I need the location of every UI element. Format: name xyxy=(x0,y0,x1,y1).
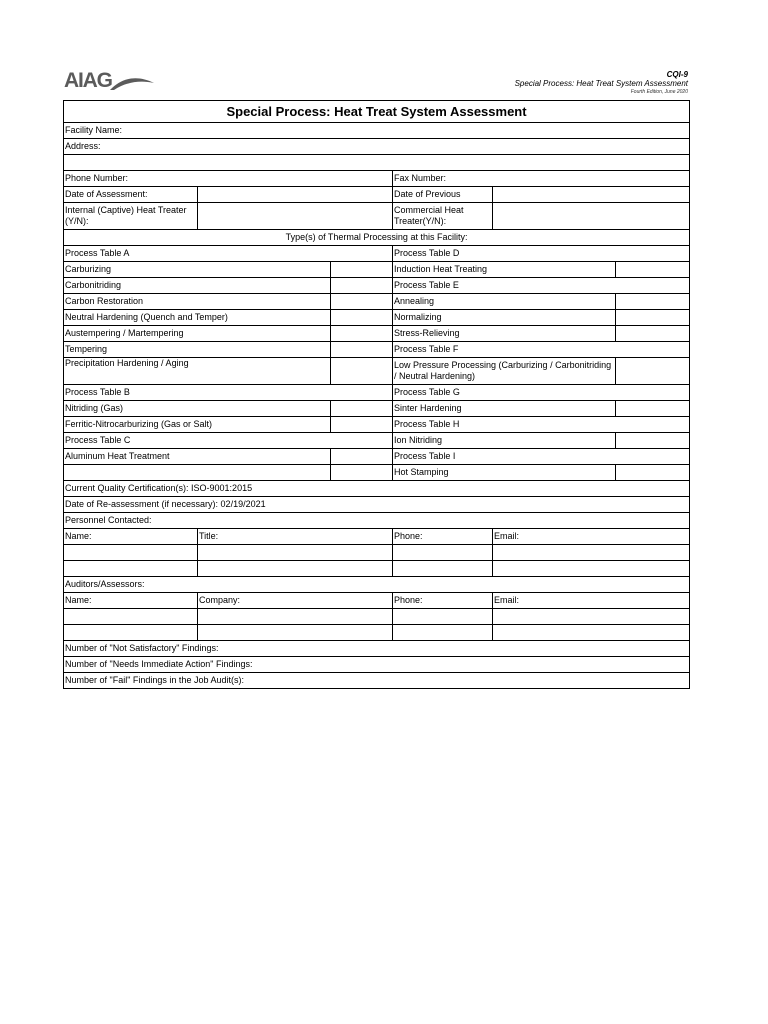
process-checkbox-cell[interactable] xyxy=(331,358,393,385)
personnel-contacted-heading: Personnel Contacted: xyxy=(64,513,690,529)
process-label-left: Carbonitriding xyxy=(64,278,331,294)
auditor-email-input[interactable] xyxy=(493,609,690,625)
address-field-line-2[interactable] xyxy=(64,155,690,171)
process-checkbox-cell[interactable] xyxy=(331,262,393,278)
process-label-left xyxy=(64,465,331,481)
process-label-right: Normalizing xyxy=(393,310,616,326)
auditor-email-header: Email: xyxy=(493,593,690,609)
process-label-right: Process Table H xyxy=(393,417,690,433)
process-label-right: Ion Nitriding xyxy=(393,433,616,449)
auditor-phone-input[interactable] xyxy=(393,609,493,625)
process-label-left: Austempering / Martempering xyxy=(64,326,331,342)
process-checkbox-cell[interactable] xyxy=(331,449,393,465)
personnel-email-header: Email: xyxy=(493,529,690,545)
address-field[interactable]: Address: xyxy=(64,139,690,155)
auditor-name-input[interactable] xyxy=(64,609,198,625)
processing-types-heading: Type(s) of Thermal Processing at this Facility: xyxy=(64,230,690,246)
auditor-phone-header: Phone: xyxy=(393,593,493,609)
phone-number-field[interactable]: Phone Number: xyxy=(64,171,393,187)
internal-heat-treater-label: Internal (Captive) Heat Treater (Y/N): xyxy=(64,203,198,230)
auditor-company-input[interactable] xyxy=(198,609,393,625)
reassessment-date-field[interactable]: Date of Re-assessment (if necessary): 02/19/2021 xyxy=(64,497,690,513)
process-checkbox-cell[interactable] xyxy=(616,465,690,481)
process-label-left: Tempering xyxy=(64,342,331,358)
process-checkbox-cell[interactable] xyxy=(331,326,393,342)
process-label-right: Annealing xyxy=(393,294,616,310)
process-checkbox-cell[interactable] xyxy=(616,326,690,342)
commercial-heat-treater-label: Commercial Heat Treater(Y/N): xyxy=(393,203,493,230)
assessment-form xyxy=(63,100,690,689)
process-checkbox-cell[interactable] xyxy=(616,262,690,278)
process-checkbox-cell[interactable] xyxy=(331,401,393,417)
personnel-name-header: Name: xyxy=(64,529,198,545)
process-label-right: Process Table G xyxy=(393,385,690,401)
date-of-assessment-label: Date of Assessment: xyxy=(64,187,198,203)
personnel-phone-header: Phone: xyxy=(393,529,493,545)
auditor-phone-input[interactable] xyxy=(393,625,493,641)
date-of-previous-input[interactable] xyxy=(493,187,690,203)
aiag-logo-text: AIAG xyxy=(64,69,112,92)
process-checkbox-cell[interactable] xyxy=(616,401,690,417)
facility-name-field[interactable]: Facility Name: xyxy=(64,123,690,139)
process-label-left: Process Table A xyxy=(64,246,393,262)
personnel-email-input[interactable] xyxy=(493,561,690,577)
process-label-left: Process Table B xyxy=(64,385,393,401)
auditor-name-input[interactable] xyxy=(64,625,198,641)
process-checkbox-cell[interactable] xyxy=(616,310,690,326)
aiag-swoosh-icon xyxy=(108,73,156,91)
process-label-right: Induction Heat Treating xyxy=(393,262,616,278)
header-title: Special Process: Heat Treat System Assessment xyxy=(514,79,688,88)
form-title: Special Process: Heat Treat System Assessment xyxy=(64,101,690,123)
process-checkbox-cell[interactable] xyxy=(331,342,393,358)
process-checkbox-cell[interactable] xyxy=(331,310,393,326)
fail-findings-field[interactable]: Number of "Fail" Findings in the Job Audit(s): xyxy=(64,673,690,689)
process-checkbox-cell[interactable] xyxy=(331,417,393,433)
date-of-previous-label: Date of Previous xyxy=(393,187,493,203)
personnel-phone-input[interactable] xyxy=(393,561,493,577)
personnel-title-header: Title: xyxy=(198,529,393,545)
auditor-name-header: Name: xyxy=(64,593,198,609)
process-label-right: Low Pressure Processing (Carburizing / Carbonitriding / Neutral Hardening) xyxy=(393,358,616,385)
process-label-right: Process Table E xyxy=(393,278,690,294)
process-label-left: Carbon Restoration xyxy=(64,294,331,310)
process-checkbox-cell[interactable] xyxy=(331,465,393,481)
personnel-name-input[interactable] xyxy=(64,545,198,561)
process-label-left: Aluminum Heat Treatment xyxy=(64,449,331,465)
edition-note: Fourth Edition, June 2020 xyxy=(630,89,688,95)
process-label-right: Process Table I xyxy=(393,449,690,465)
process-label-right: Sinter Hardening xyxy=(393,401,616,417)
not-satisfactory-findings-field[interactable]: Number of "Not Satisfactory" Findings: xyxy=(64,641,690,657)
process-label-right: Process Table F xyxy=(393,342,690,358)
internal-heat-treater-input[interactable] xyxy=(198,203,393,230)
auditor-email-input[interactable] xyxy=(493,625,690,641)
personnel-title-input[interactable] xyxy=(198,561,393,577)
auditor-company-header: Company: xyxy=(198,593,393,609)
process-label-left: Carburizing xyxy=(64,262,331,278)
personnel-phone-input[interactable] xyxy=(393,545,493,561)
process-checkbox-cell[interactable] xyxy=(616,294,690,310)
date-of-assessment-input[interactable] xyxy=(198,187,393,203)
aiag-logo xyxy=(64,70,156,92)
personnel-name-input[interactable] xyxy=(64,561,198,577)
process-label-left: Neutral Hardening (Quench and Temper) xyxy=(64,310,331,326)
process-checkbox-cell[interactable] xyxy=(331,294,393,310)
process-label-right: Hot Stamping xyxy=(393,465,616,481)
auditor-company-input[interactable] xyxy=(198,625,393,641)
process-label-right: Stress-Relieving xyxy=(393,326,616,342)
needs-immediate-action-findings-field[interactable]: Number of "Needs Immediate Action" Findings: xyxy=(64,657,690,673)
process-label-right: Process Table D xyxy=(393,246,690,262)
document-code: CQI-9 xyxy=(666,70,688,79)
quality-certification-field[interactable]: Current Quality Certification(s): ISO-9001:2015 xyxy=(64,481,690,497)
personnel-email-input[interactable] xyxy=(493,545,690,561)
personnel-title-input[interactable] xyxy=(198,545,393,561)
process-label-left: Process Table C xyxy=(64,433,393,449)
commercial-heat-treater-input[interactable] xyxy=(493,203,690,230)
process-label-left: Precipitation Hardening / Aging xyxy=(64,358,331,385)
process-checkbox-cell[interactable] xyxy=(331,278,393,294)
process-label-left: Ferritic-Nitrocarburizing (Gas or Salt) xyxy=(64,417,331,433)
fax-number-field[interactable]: Fax Number: xyxy=(393,171,690,187)
auditors-heading: Auditors/Assessors: xyxy=(64,577,690,593)
process-label-left: Nitriding (Gas) xyxy=(64,401,331,417)
process-checkbox-cell[interactable] xyxy=(616,433,690,449)
process-checkbox-cell[interactable] xyxy=(616,358,690,385)
